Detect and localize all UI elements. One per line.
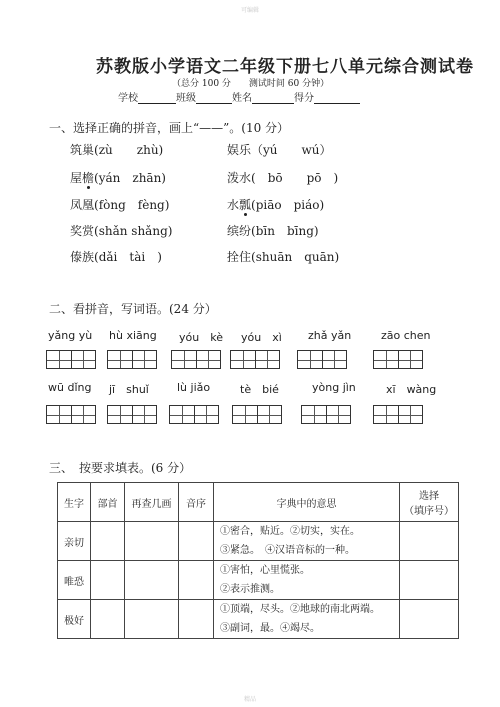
writing-grid[interactable] [373,350,423,369]
class-label: 班级 [176,93,196,104]
page-title: 苏教版小学语文二年级下册七八单元综合测试卷 [96,57,474,77]
item-char: 缤纷 [227,224,252,238]
meaning-line: ②表示推测。 [220,584,280,595]
table-row [58,522,459,561]
pinyin-10: tè bié [240,383,279,396]
header-radical: 部首 [91,483,125,522]
item-char: 水 [227,198,240,212]
header-choice-note: （填序号） [404,506,454,517]
meaning-cell [214,600,400,639]
answer-cell[interactable] [179,561,214,600]
writing-grid[interactable] [373,405,423,424]
pinyin-options[interactable]: (yán zhān) [94,171,166,185]
answer-cell[interactable] [125,600,179,639]
answer-cell[interactable] [179,522,214,561]
name-label: 姓名 [232,93,252,104]
word-cell: 唯恐 [58,561,91,600]
header-choice-label: 选择 [419,491,439,502]
header-meaning: 字典中的意思 [214,483,400,522]
writing-grid[interactable] [301,405,351,424]
item-char: 筑 [70,143,83,157]
pinyin-choice-item [70,169,166,186]
pinyin-5: zhǎ yǎn [308,329,352,342]
answer-cell[interactable] [400,600,459,639]
pinyin-choice-item [227,141,332,158]
pinyin-options[interactable]: (shǎn shǎng) [94,224,173,238]
item-char: 奖 [70,224,83,238]
meaning-line: ①顶端，尽头。②地球的南北两端。 [220,604,380,615]
writing-grid[interactable] [107,405,157,424]
item-char: 住 [239,250,252,264]
meaning-cell [214,522,400,561]
pinyin-choice-item [70,248,162,265]
answer-cell[interactable] [179,600,214,639]
writing-grid[interactable] [297,350,347,369]
pinyin-7: wū dǐng [48,381,92,394]
pinyin-9: lù jiǎo [177,381,211,394]
pinyin-options[interactable]: (shuān quān) [251,250,340,264]
pinyin-12: xī wàng [386,383,437,396]
pinyin-choice-item [227,248,339,265]
pinyin-8: jī shuǐ [109,383,149,396]
writing-grid[interactable] [232,405,282,424]
school-blank[interactable] [138,93,176,104]
item-char: 水 [239,171,252,185]
meaning-line: ①害怕，心里慌张。 [220,565,310,576]
section-1-heading: 一、选择正确的拼音，画上“——”。(10 分） [49,121,290,135]
meaning-line: ①密合，贴近。②切实，实在。 [220,526,360,537]
pinyin-options[interactable]: (zù zhù) [94,143,164,157]
item-char: 檐 [82,171,95,185]
meaning-line: ③副词，最。④竭尽。 [220,623,320,634]
meaning-cell [214,561,400,600]
pinyin-1: yǎng yù [48,329,93,342]
pinyin-choice-item [70,196,169,213]
pinyin-11: yòng jìn [312,381,356,394]
table-row [58,600,459,639]
item-char: 乐 [239,143,252,157]
pinyin-2: hù xiāng [109,329,157,342]
meaning-line: ③紧急。 ④汉语音标的一种。 [220,545,355,556]
answer-cell[interactable] [91,600,125,639]
answer-cell[interactable] [91,561,125,600]
pinyin-choice-item [227,222,319,239]
watermark-bottom: 精品 [244,696,257,703]
header-strokes: 再查几画 [125,483,179,522]
item-char: 娱 [227,143,240,157]
score-blank[interactable] [314,93,360,104]
writing-grid[interactable] [107,350,157,369]
answer-cell[interactable] [400,561,459,600]
writing-grid[interactable] [46,405,96,424]
pinyin-choice-item [70,222,172,239]
answer-cell[interactable] [400,522,459,561]
name-blank[interactable] [252,93,294,104]
section-2-heading: 二、看拼音，写词语。(24 分） [49,302,217,316]
pinyin-6: zāo chen [381,329,431,342]
word-cell: 极好 [58,600,91,639]
pinyin-choice-item [227,196,324,213]
student-info-line [118,89,360,104]
class-blank[interactable] [196,93,232,104]
watermark-top: 可编辑 [241,7,260,14]
writing-grid[interactable] [230,350,280,369]
header-char: 生字 [58,483,91,522]
answer-cell[interactable] [91,522,125,561]
pinyin-options[interactable]: (bīn bīng) [251,224,319,238]
school-label: 学校 [118,93,138,104]
item-char: 凤凰 [70,198,95,212]
pinyin-4: yóu xì [241,331,282,344]
pinyin-3: yóu kè [179,331,223,344]
item-char: 屋 [70,171,83,185]
item-char: 巢 [82,143,95,157]
pinyin-choice-item [70,141,163,158]
pinyin-options[interactable]: （yú wú） [251,143,332,157]
item-char: 族 [82,250,95,264]
item-char: 泼 [227,171,240,185]
header-initial: 音序 [179,483,214,522]
item-char: 瓢 [239,198,252,212]
section-3-heading: 三、 按要求填表。(6 分） [49,461,192,475]
pinyin-options[interactable]: ( bō pō ) [251,171,339,185]
score-label: 得分 [294,93,314,104]
answer-cell[interactable] [125,561,179,600]
writing-grid[interactable] [171,350,221,369]
item-char: 傣 [70,250,83,264]
pinyin-options[interactable]: (piāo piáo) [251,198,325,212]
answer-cell[interactable] [125,522,179,561]
exam-info: （总分 100 分 测试时间 60 分钟） [172,79,330,89]
pinyin-choice-item [227,169,338,186]
item-char: 拴 [227,250,240,264]
fill-table [57,482,459,639]
header-choice [400,483,459,522]
pinyin-options[interactable]: (fòng fèng) [94,198,170,212]
pinyin-options[interactable]: (dǎi tài ) [94,250,162,264]
word-cell: 亲切 [58,522,91,561]
item-char: 赏 [82,224,95,238]
writing-grid[interactable] [46,350,96,369]
table-header-row [58,483,459,522]
table-row [58,561,459,600]
writing-grid[interactable] [169,405,219,424]
